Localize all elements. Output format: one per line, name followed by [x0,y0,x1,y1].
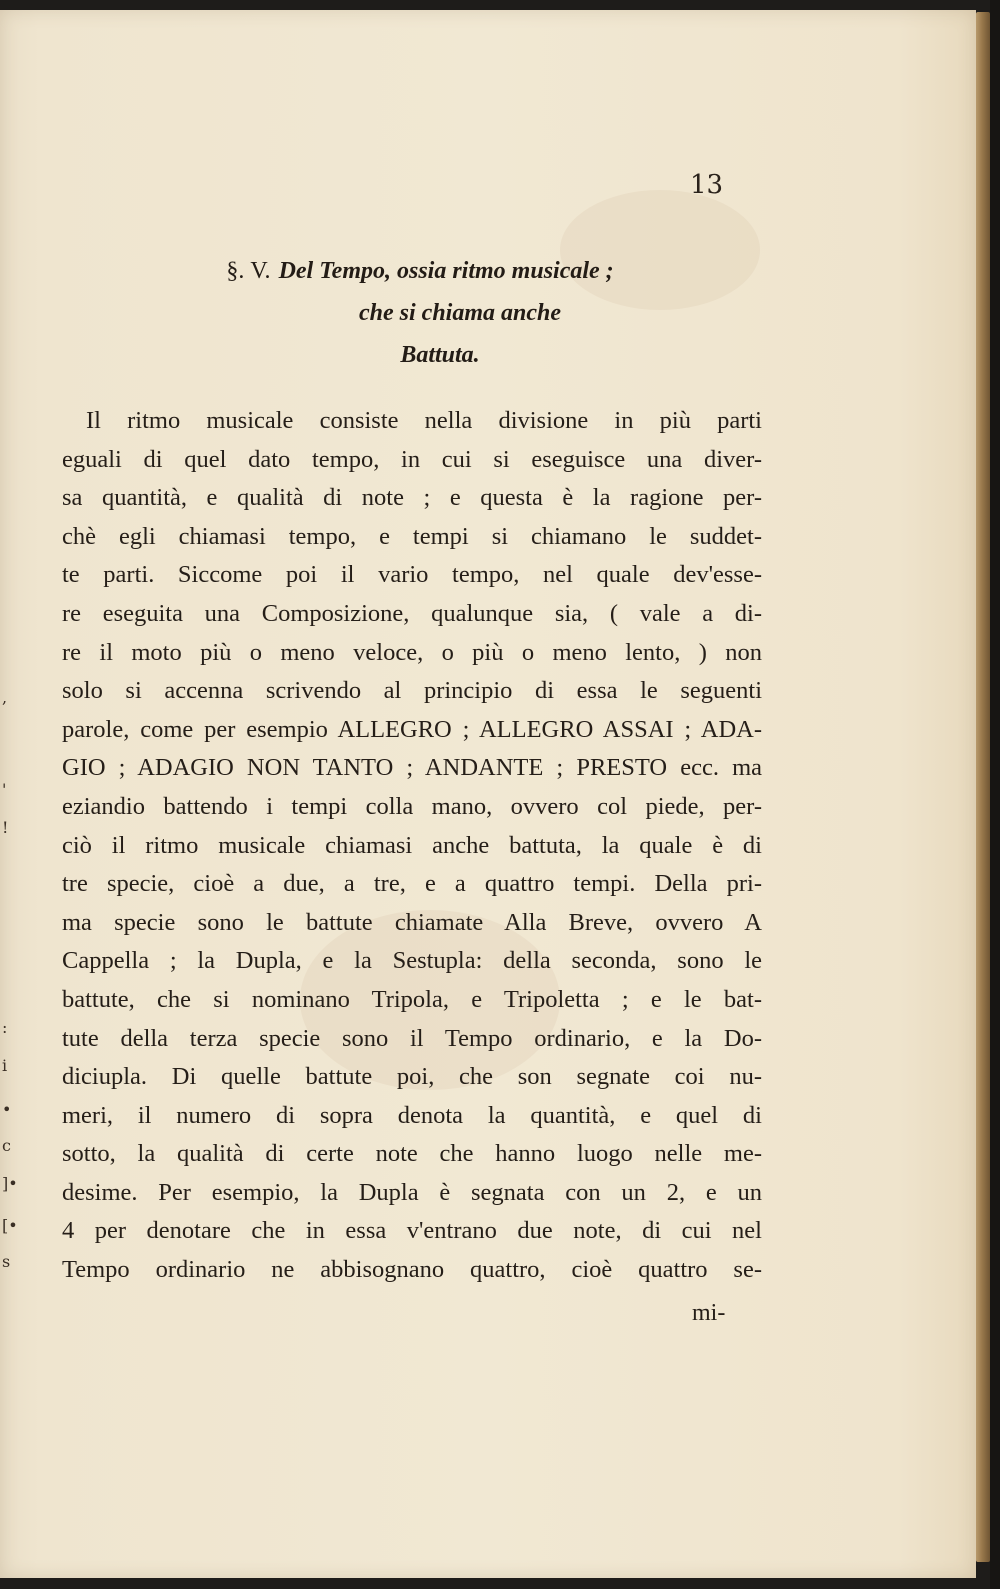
margin-bleed-mark: • [2,1100,12,1119]
page-number: 13 [690,170,724,200]
text-line: chè egli chiamasi tempo, e tempi si chiamano le suddet- [62,522,762,550]
page-edge [976,12,990,1562]
text-line: solo si accenna scrivendo al principio di essa le seguenti [62,677,762,705]
text-line: eziandio battendo i tempi colla mano, ovvero col piede, per- [62,792,762,820]
body-paragraph [62,402,762,1290]
margin-bleed-mark: i [2,1056,8,1075]
heading-line-3: Battuta. [400,342,480,368]
scan-border [990,0,1000,1589]
text-line: battute, che si nominano Tripola, e Tripoletta ; e le bat- [62,985,762,1013]
text-line: Cappella ; la Dupla, e la Sestupla: della seconda, sono le [62,947,762,975]
text-line: eguali di quel dato tempo, in cui si eseguisce una diver- [62,445,762,473]
text-line: tre specie, cioè a due, a tre, e a quattro tempi. Della pri- [62,870,762,898]
margin-bleed-mark: : [2,1018,8,1037]
text-line: GIO ; ADAGIO NON TANTO ; ANDANTE ; PRESTO ecc. ma [62,754,762,782]
text-line: re eseguita una Composizione, qualunque sia, ( vale a di- [62,599,762,627]
text-line: te parti. Siccome poi il vario tempo, nel quale dev'esse- [62,561,762,589]
text-line: parole, come per esempio ALLEGRO ; ALLEGRO ASSAI ; ADA- [62,715,762,743]
book-page [0,10,976,1578]
text-line: tute della terza specie sono il Tempo ordinario, e la Do- [62,1024,762,1052]
margin-bleed-mark: c [2,1136,11,1155]
heading-line-2: che si chiama anche [359,300,561,326]
margin-bleed-mark: [• [2,1216,18,1235]
margin-bleed-mark: ]• [2,1174,18,1193]
catchword: mi- [692,1300,726,1326]
margin-bleed-mark: ' [2,780,7,799]
heading-line-1 [160,250,680,292]
margin-bleed-mark: , [2,688,8,707]
text-line: diciupla. Di quelle battute poi, che son segnate coi nu- [62,1063,762,1091]
text-line: Il ritmo musicale consiste nella divisione in più parti [86,407,762,434]
margin-bleed-mark: ! [2,818,9,837]
text-line: desime. Per esempio, la Dupla è segnata con un 2, e un [62,1178,762,1206]
text-line: 4 per denotare che in essa v'entrano due note, di cui nel [62,1217,762,1245]
text-line: ciò il ritmo musicale chiamasi anche battuta, la quale è di [62,831,762,859]
margin-bleed-mark: s [2,1252,11,1271]
section-heading [160,250,680,376]
text-line: meri, il numero di sopra denota la quantità, e quel di [62,1101,762,1129]
heading-title: Del Tempo, ossia ritmo musicale ; [278,258,614,284]
text-line: Tempo ordinario ne abbisognano quattro, cioè quattro se- [62,1256,762,1284]
section-mark: §. [226,258,245,284]
text-line: sotto, la qualità di certe note che hanno luogo nelle me- [62,1140,762,1168]
text-line: ma specie sono le battute chiamate Alla Breve, ovvero A [62,908,762,936]
section-numeral: V. [250,258,271,284]
text-line: sa quantità, e qualità di note ; e questa è la ragione per- [62,484,762,512]
text-line: re il moto più o meno veloce, o più o meno lento, ) non [62,638,762,666]
